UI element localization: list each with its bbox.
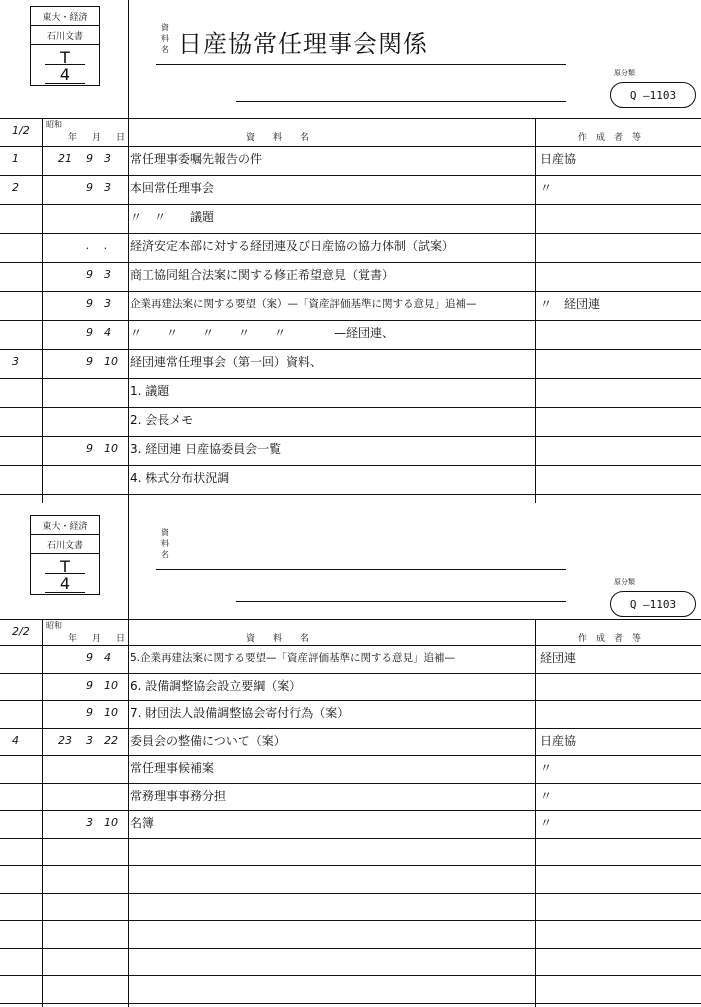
entry-title: 経団連常任理事会（第一回）資料、 xyxy=(130,355,323,369)
doc-name-label: 資 料 名 xyxy=(161,23,169,54)
entry-month: 3 xyxy=(86,816,93,829)
stamp-code-top: T xyxy=(60,48,70,67)
document-title: 日産協常任理事会関係 xyxy=(178,30,428,58)
title-underline xyxy=(156,569,566,570)
catalog-sheet-1 xyxy=(0,0,701,503)
header-author: 作 成 者 等 xyxy=(578,634,642,644)
entry-month: . xyxy=(86,239,90,252)
entry-month: 9 xyxy=(86,442,93,455)
entry-month: 9 xyxy=(86,268,93,281)
entry-title: 〃 〃 〃 〃 〃 —経団連、 xyxy=(130,326,395,340)
header-year: 年 xyxy=(68,133,78,143)
entry-title: 4. 株式分布状況調 xyxy=(130,471,230,485)
stamp-code xyxy=(31,45,99,85)
header-month: 月 xyxy=(92,634,102,644)
entry-author: 〃 xyxy=(540,816,553,830)
entry-number: 2 xyxy=(12,181,19,194)
entry-title: 名簿 xyxy=(130,816,155,830)
entry-author: 〃 xyxy=(540,788,553,803)
stamp-line-1: 東大・経済 xyxy=(31,7,99,26)
entry-year: 21 xyxy=(58,152,72,165)
entry-month: 3 xyxy=(86,733,93,747)
entry-number: 3 xyxy=(12,355,19,368)
classification-label: 原分類 xyxy=(614,578,635,586)
entry-author: 〃 xyxy=(540,761,553,775)
entry-title: 本回常任理事会 xyxy=(130,181,215,195)
archive-stamp xyxy=(30,6,100,86)
entry-title: 1. 議題 xyxy=(130,384,170,398)
entry-title: 〃 〃 議題 xyxy=(130,210,215,224)
stamp-code-bottom: 4 xyxy=(59,65,71,84)
doc-name-label: 資 料 名 xyxy=(161,528,169,559)
entry-day: 4 xyxy=(104,651,111,664)
entry-title: 5.企業再建法案に関する要望—「資産評価基準に関する意見」追補— xyxy=(130,652,456,664)
entry-month: 9 xyxy=(86,355,93,368)
entry-title: 常任理事委嘱先報告の件 xyxy=(130,152,263,166)
entry-title: 6. 設備調整協会設立要綱（案） xyxy=(130,678,302,693)
subtitle-underline xyxy=(236,601,566,602)
left-margin-line xyxy=(128,0,129,503)
stamp-code-bottom: 4 xyxy=(59,574,71,593)
header-year: 年 xyxy=(68,634,78,644)
entry-title: 7. 財団法人設備調整協会寄付行為（案） xyxy=(130,706,350,720)
page-index: 2/2 xyxy=(12,625,30,638)
entry-day: 10 xyxy=(104,442,118,455)
header-era: 昭和 xyxy=(46,120,62,129)
entry-month: 9 xyxy=(86,706,93,719)
entry-title: 商工協同組合法案に関する修正希望意見（覚書） xyxy=(130,268,395,282)
entry-day: 3 xyxy=(104,181,111,194)
header-era: 昭和 xyxy=(46,621,62,630)
entry-title: 委員会の整備について（案） xyxy=(130,733,286,748)
entry-day: 4 xyxy=(104,326,111,339)
entry-day: 10 xyxy=(104,678,118,692)
entry-day: 10 xyxy=(104,355,118,368)
archive-stamp xyxy=(30,515,100,595)
entry-title: 企業再建法案に関する要望（案）—「資産評価基準に関する意見」追補— xyxy=(130,298,477,310)
stamp-code-top: T xyxy=(60,557,70,576)
entry-day: 10 xyxy=(104,706,118,719)
entry-day: 22 xyxy=(104,733,118,747)
header-materials: 資 料 名 xyxy=(246,634,310,644)
entry-month: 9 xyxy=(86,152,93,165)
stamp-line-1: 東大・経済 xyxy=(31,516,99,535)
page-index: 1/2 xyxy=(12,124,30,137)
header-materials: 資 料 名 xyxy=(246,133,310,143)
entry-author: 日産協 xyxy=(540,733,577,748)
entry-title: 常務理事事務分担 xyxy=(130,788,227,803)
header-day: 日 xyxy=(116,133,126,143)
header-month: 月 xyxy=(92,133,102,143)
entry-month: 9 xyxy=(86,326,93,339)
entry-month: 9 xyxy=(86,181,93,194)
entry-title: 常任理事候補案 xyxy=(130,761,215,775)
stamp-line-2: 石川文書 xyxy=(31,26,99,45)
entry-title: 3. 経団連 日産協委員会一覧 xyxy=(130,442,282,456)
entry-month: 9 xyxy=(86,297,93,310)
entry-day: 3 xyxy=(104,152,111,165)
entry-day: 3 xyxy=(104,297,111,310)
entry-number: 1 xyxy=(12,152,19,165)
entry-author: 〃 経団連 xyxy=(540,297,601,311)
entry-day: 3 xyxy=(104,268,111,281)
entry-author: 経団連 xyxy=(540,651,577,665)
classification-code: Q —1103 xyxy=(610,591,696,617)
entry-year: 23 xyxy=(58,733,72,747)
classification-code: Q —1103 xyxy=(610,82,696,108)
entry-author: 日産協 xyxy=(540,152,577,166)
entry-number: 4 xyxy=(12,733,19,747)
entry-title: 経済安定本部に対する経団連及び日産協の協力体制（試案） xyxy=(130,239,455,253)
classification-label: 原分類 xyxy=(614,69,635,77)
subtitle-underline xyxy=(236,101,566,102)
stamp-code xyxy=(31,554,99,594)
entry-title: 2. 会長メモ xyxy=(130,413,194,427)
header-day: 日 xyxy=(116,634,126,644)
entry-day: . xyxy=(104,239,108,252)
entry-month: 9 xyxy=(86,651,93,664)
entry-month: 9 xyxy=(86,678,93,692)
catalog-sheet-2 xyxy=(0,503,701,1007)
title-underline xyxy=(156,64,566,65)
entry-author: 〃 xyxy=(540,181,553,195)
stamp-line-2: 石川文書 xyxy=(31,535,99,554)
entry-day: 10 xyxy=(104,816,118,829)
header-author: 作 成 者 等 xyxy=(578,133,642,143)
